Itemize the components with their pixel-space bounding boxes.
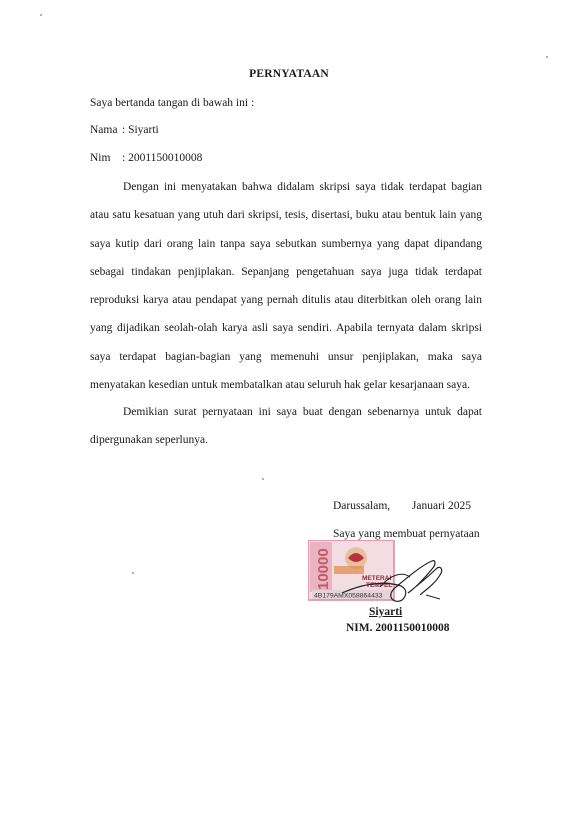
signature-stroke bbox=[380, 574, 410, 587]
scan-speck bbox=[546, 56, 548, 58]
signatory-nim: NIM. 2001150010008 bbox=[346, 622, 450, 634]
paragraph-line: atau satu kesatuan yang utuh dari skripsi, tesis, disertasi, buku atau bentuk lain yang bbox=[90, 209, 482, 222]
paragraph-line: saya kutip dari orang lain tanpa saya sebutkan sumbernya yang dapat dipandang bbox=[90, 237, 482, 250]
stamp-value: 10000 bbox=[315, 548, 332, 590]
scan-speck bbox=[132, 572, 134, 574]
statement-paragraph bbox=[90, 173, 482, 399]
stamp-label-1: METERAI bbox=[362, 575, 392, 582]
nim-label: Nim bbox=[90, 152, 111, 164]
stamp-label-2: TEMPEL bbox=[366, 582, 393, 589]
closing-paragraph bbox=[90, 398, 482, 455]
paragraph-line: yang dijadikan seolah-olah karya asli saya sendiri. Apabila ternyata dalam skripsi bbox=[90, 322, 482, 335]
scan-speck bbox=[262, 478, 264, 480]
paragraph-line: dipergunakan seperlunya. bbox=[90, 434, 208, 447]
signatory-name: Siyarti bbox=[369, 606, 403, 618]
nama-label: Nama bbox=[90, 124, 118, 136]
paragraph-line: Demikian surat pernyataan ini saya buat dengan sebenarnya untuk dapat bbox=[123, 406, 482, 418]
signature-statement: Saya yang membuat pernyataan bbox=[333, 528, 480, 540]
document-title: PERNYATAAN bbox=[249, 68, 329, 80]
nama-value: : Siyarti bbox=[122, 124, 159, 136]
handwritten-signature bbox=[340, 555, 450, 605]
scan-speck bbox=[40, 14, 42, 16]
nim-value: : 2001150010008 bbox=[122, 152, 203, 164]
paragraph-line: menyatakan kesedian untuk membatalkan atau seluruh hak gelar kesarjanaan saya. bbox=[90, 379, 470, 392]
signature-stroke bbox=[426, 595, 440, 599]
signature-block bbox=[333, 500, 480, 540]
paragraph-line: reproduksi karya atau pendapat yang pernah ditulis atau diterbitkan oleh orang lain bbox=[90, 294, 482, 307]
paragraph-line: Dengan ini menyatakan bahwa didalam skripsi saya tidak terdapat bagian bbox=[123, 181, 482, 193]
intro-text: Saya bertanda tangan di bawah ini : bbox=[90, 97, 255, 109]
signature-place: Darussalam, bbox=[333, 500, 391, 512]
stamp-serial: 4B179AMX058864433 bbox=[314, 592, 383, 600]
paragraph-line: sebagai tindakan penjiplakan. Sepanjang pengetahuan saya juga tidak terdapat bbox=[90, 265, 482, 278]
paragraph-line: saya terdapat bagian-bagian yang memenuhi unsur penjiplakan, maka saya bbox=[90, 350, 482, 363]
signature-date: Januari 2025 bbox=[411, 500, 472, 512]
